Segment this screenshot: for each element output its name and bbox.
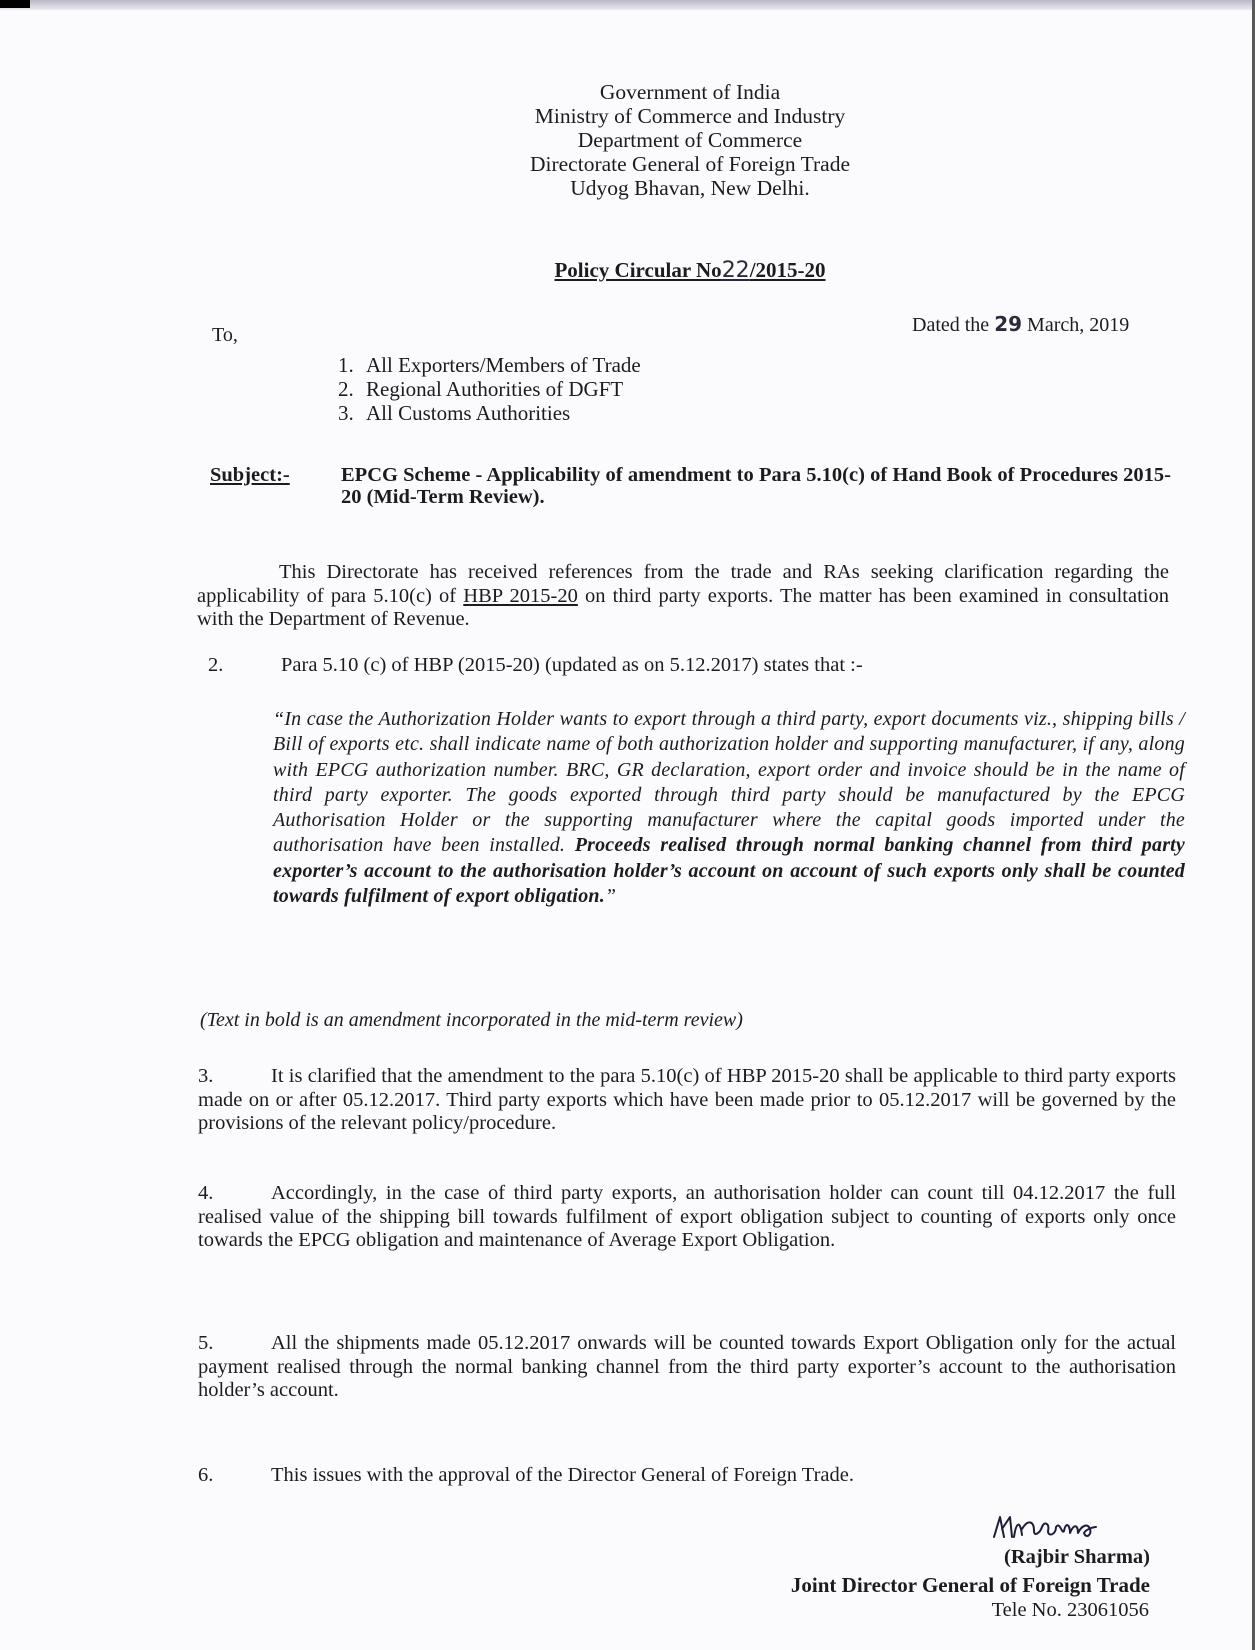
paragraph-number: 4. bbox=[198, 1182, 214, 1204]
recipient-text: All Customs Authorities bbox=[366, 401, 571, 425]
paragraph-2-text: Para 5.10 (c) of HBP (2015-20) (updated as on 5.12.2017) states that :- bbox=[281, 654, 863, 676]
paragraph-number: 3. bbox=[198, 1065, 214, 1087]
date-suffix: March, 2019 bbox=[1022, 314, 1130, 336]
subject-label-suffix: :- bbox=[276, 464, 290, 486]
signatory-title: Joint Director General of Foreign Trade bbox=[790, 1573, 1150, 1597]
signatory-name: (Rajbir Sharma) bbox=[1004, 1546, 1150, 1568]
paragraph-number: 2. bbox=[208, 654, 224, 676]
quoted-provision bbox=[273, 707, 1185, 909]
date-line bbox=[912, 312, 1129, 337]
letterhead-line-address: Udyog Bhavan, New Delhi. bbox=[570, 176, 810, 200]
amendment-note: (Text in bold is an amendment incorporated in the mid-term review) bbox=[200, 1009, 743, 1031]
date-prefix: Dated the bbox=[912, 314, 995, 336]
paragraph-number: 5. bbox=[198, 1332, 214, 1354]
handwritten-signature bbox=[990, 1509, 1100, 1545]
recipient-text: Regional Authorities of DGFT bbox=[366, 377, 624, 401]
recipient-item bbox=[338, 353, 641, 377]
recipient-item bbox=[338, 401, 641, 425]
to-label: To, bbox=[212, 324, 238, 346]
letterhead-line-ministry: Ministry of Commerce and Industry bbox=[534, 104, 846, 128]
circular-suffix: /2015-20 bbox=[749, 258, 826, 282]
paragraph-6 bbox=[198, 1464, 1176, 1488]
paragraph-number: 6. bbox=[198, 1464, 214, 1486]
paragraph-6-text: This issues with the approval of the Director General of Foreign Trade. bbox=[271, 1464, 854, 1486]
recipient-number: 3. bbox=[338, 401, 354, 425]
quote-close: ” bbox=[604, 885, 617, 908]
subject-label-text: Subject bbox=[210, 464, 277, 486]
letterhead-line-department: Department of Commerce bbox=[577, 128, 803, 152]
subject-label bbox=[210, 464, 290, 487]
paragraph-5-text: All the shipments made 05.12.2017 onwards will be counted towards Export Obligation only for the actual payment realised through the normal banking channel from the third party exporter’s account to the authorisation holder’s account. bbox=[198, 1332, 1176, 1401]
circular-prefix: Policy Circular No bbox=[554, 258, 722, 282]
paragraph-3 bbox=[198, 1065, 1176, 1136]
letterhead-line-government: Government of India bbox=[599, 80, 781, 104]
circular-number: 22 bbox=[721, 258, 750, 283]
recipient-list bbox=[338, 353, 641, 425]
paragraph-2 bbox=[208, 654, 1168, 678]
letterhead-line-directorate: Directorate General of Foreign Trade bbox=[529, 152, 850, 176]
paragraph-1-text-a: This Directorate has received references from the trade and RAs seeking clarification regarding the applicability of para 5.10(c) of bbox=[197, 561, 1169, 607]
circular-title bbox=[440, 258, 940, 283]
quote-amendment-bold: Proceeds realised through normal banking channel from third party exporter’s account to the authorisation holder’s account on account of such exports only shall be counted towards fulfilment of export obligation. bbox=[273, 834, 1186, 908]
paragraph-1-text-b: on third party exports. The matter has been examined in consultation with the Department of Revenue. bbox=[197, 584, 1169, 630]
recipient-text: All Exporters/Members of Trade bbox=[366, 353, 641, 377]
quote-text: “In case the Authorization Holder wants to export through a third party, export documents viz., shipping bills / Bill of exports etc. shall indicate name of both authorization holder and supporting manufacturer, if any, along with EPCG authorization number. BRC, GR declaration, export order and invoice should be in the name of third party exporter. The goods exported through third party should be manufactured by the EPCG Authorisation Holder or the supporting manufacturer where the capital goods imported under the authorisation have been installed. bbox=[273, 708, 1185, 857]
recipient-number: 1. bbox=[338, 353, 354, 377]
paragraph-1 bbox=[197, 561, 1169, 632]
letterhead bbox=[440, 80, 940, 200]
subject-text: EPCG Scheme - Applicability of amendment to Para 5.10(c) of Hand Book of Procedures 2015-20 (Mid-Term Review). bbox=[341, 464, 1171, 508]
recipient-number: 2. bbox=[338, 377, 354, 401]
paragraph-5 bbox=[198, 1332, 1176, 1403]
hbp-reference: HBP 2015-20 bbox=[463, 584, 578, 607]
paragraph-4-text: Accordingly, in the case of third party exports, an authorisation holder can count till 04.12.2017 the full realised value of the shipping bill towards fulfilment of export obligation subject to counting of exports only once towards the EPCG obligation and maintenance of Average Export Obligation. bbox=[198, 1182, 1176, 1251]
signatory-telephone: Tele No. 23061056 bbox=[991, 1599, 1149, 1621]
paragraph-3-text: It is clarified that the amendment to the para 5.10(c) of HBP 2015-20 shall be applicable to third party exports made on or after 05.12.2017. Third party exports which have been made prior to 05.12.2017 will be governed by the provisions of the relevant policy/procedure. bbox=[198, 1065, 1176, 1134]
date-day: 29 bbox=[994, 312, 1023, 336]
paragraph-4 bbox=[198, 1182, 1176, 1253]
recipient-item bbox=[338, 377, 641, 401]
